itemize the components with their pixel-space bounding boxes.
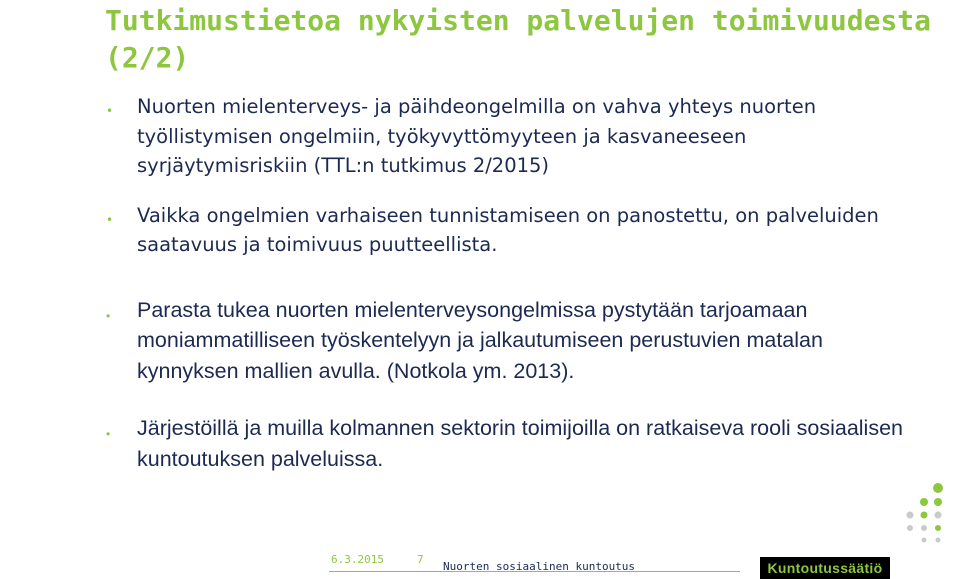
bullet-item — [105, 92, 905, 181]
logo-dot — [934, 498, 942, 506]
brand-logo — [760, 557, 890, 579]
logo-dot — [920, 498, 928, 506]
bullet-icon: • — [106, 104, 114, 118]
logo-dot — [907, 512, 914, 519]
logo-dot — [935, 512, 942, 519]
footer-date: 6.3.2015 — [331, 553, 384, 566]
bullet-item — [105, 413, 905, 474]
footer-page-number: 7 — [417, 553, 424, 566]
logo-dot — [921, 525, 927, 531]
bullet-icon: • — [106, 212, 114, 227]
bullet-text: Järjestöillä ja muilla kolmannen sektorin toimijoilla on ratkaiseva rooli sosiaalisen kuntoutuksen palveluissa. — [137, 416, 903, 471]
logo-dot — [936, 538, 941, 543]
bullet-item — [105, 295, 905, 387]
logo-dot — [922, 538, 927, 543]
logo-dot — [935, 525, 941, 531]
bullet-icon: • — [106, 427, 111, 441]
bullet-text: Parasta tukea nuorten mielenterveysongelmissa pystytään tarjoamaan moniammatilliseen työskentelyyn ja jalkautumiseen perustuvien matalan kynnyksen mallien avulla. (Notkola ym. 2013). — [137, 297, 823, 383]
bullet-icon: • — [106, 308, 111, 323]
logo-dot — [921, 512, 928, 519]
footer-subtitle: Nuorten sosiaalinen kuntoutus — [443, 560, 636, 573]
bullet-text: Nuorten mielenterveys- ja päihdeongelmilla on vahva yhteys nuorten työllistymisen ongelmiin, työkyvyttömyyteen ja kasvaneeseen syrjäytymisriskiin (TTL:n tutkimus 2/2015) — [137, 95, 817, 177]
brand-name: Kuntoutussäätiö — [767, 560, 883, 576]
logo-dot — [907, 525, 913, 531]
bullet-list — [105, 92, 905, 474]
bullet-text: Vaikka ongelmien varhaiseen tunnistamiseen on panostettu, on palveluiden saatavuus ja toimivuus puutteellista. — [137, 203, 879, 256]
logo-dot — [933, 483, 943, 493]
bullet-item — [105, 201, 905, 260]
slide-title: Tutkimustietoa nykyisten palvelujen toimivuudesta (2/2) — [105, 4, 932, 74]
